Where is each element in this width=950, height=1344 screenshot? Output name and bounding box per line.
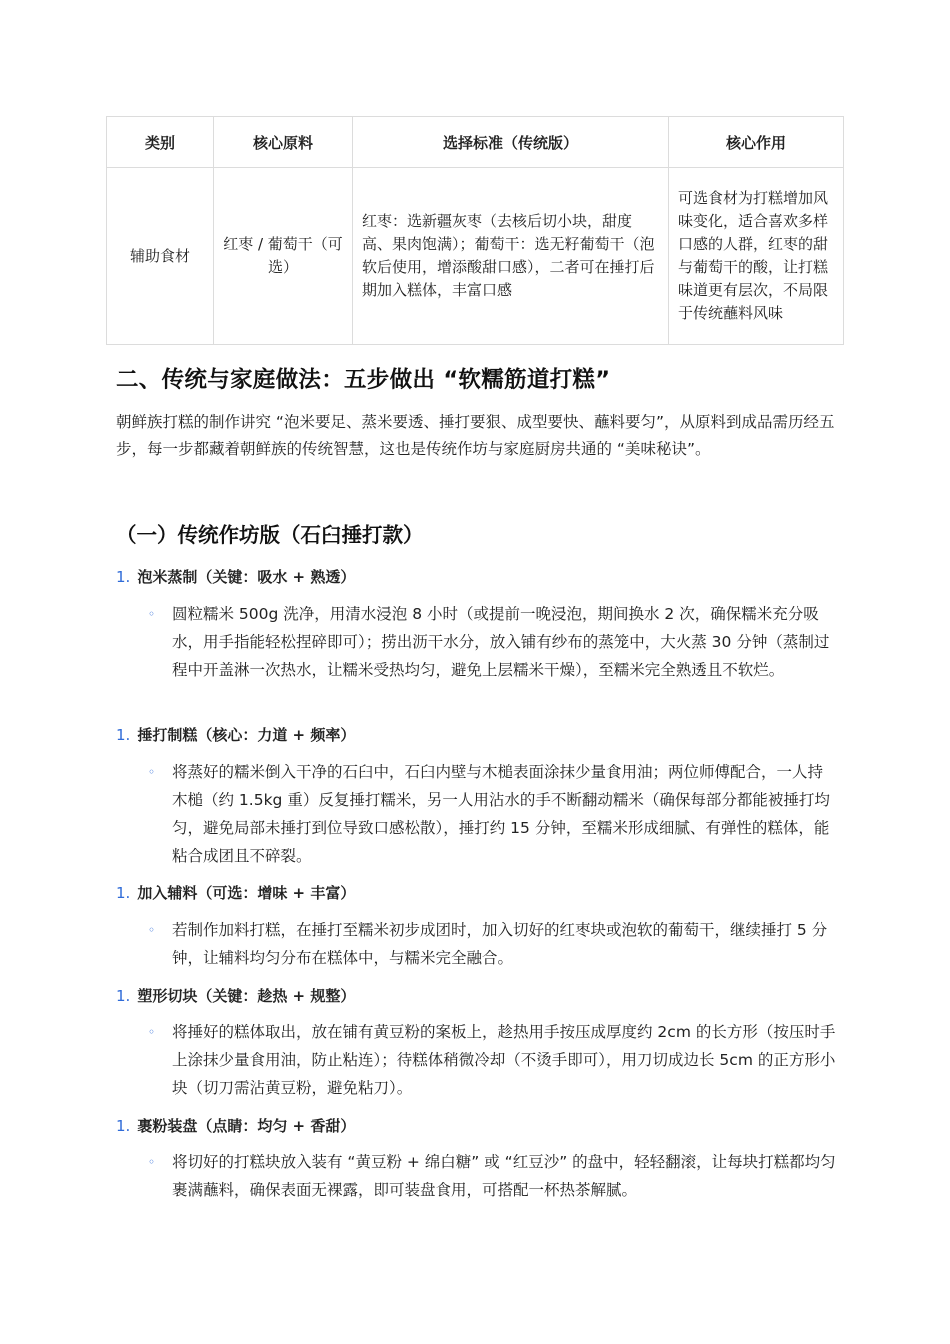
step-body-text: 将捶好的糕体取出，放在铺有黄豆粉的案板上，趁热用手按压成厚度约 2cm 的长方形（按压时手上涂抹少量食用油，防止粘连）；待糕体稍微冷却（不烫手即可），用刀切成边长 5cm 的正方形小块（切刀需沾黄豆粉，避免粘刀）。 <box>172 1023 836 1097</box>
bullet-icon: ◦ <box>148 923 156 937</box>
step-body <box>148 1148 838 1204</box>
step-body <box>148 758 838 870</box>
step-body <box>148 600 838 684</box>
step-body-text: 圆粒糯米 500g 洗净，用清水浸泡 8 小时（或提前一晚浸泡，期间换水 2 次，确保糯米充分吸水，用手指能轻松捏碎即可）；捞出沥干水分，放入铺有纱布的蒸笼中，大火蒸 30 分钟（蒸制过程中开盖淋一次热水，让糯米受热均匀，避免上层糯米干燥），至糯米完全熟透且不软烂。 <box>172 605 830 679</box>
table-row <box>107 168 844 345</box>
bullet-icon: ◦ <box>148 765 156 779</box>
step-body-text: 将蒸好的糯米倒入干净的石臼中，石臼内壁与木槌表面涂抹少量食用油；两位师傅配合，一人持木槌（约 1.5kg 重）反复捶打糯米，另一人用沾水的手不断翻动糯米（确保每部分都能被捶打均匀，避免局部未捶打到位导致口感松散），捶打约 15 分钟，至糯米形成细腻、有弹性的糕体，能粘合成团且不碎裂。 <box>172 763 830 865</box>
step-body-text: 若制作加料打糕，在捶打至糯米初步成团时，加入切好的红枣块或泡软的葡萄干，继续捶打 5 分钟，让辅料均匀分布在糕体中，与糯米完全融合。 <box>172 921 828 967</box>
cell-raw-material: 红枣 / 葡萄干（可选） <box>214 168 353 345</box>
step-number: 1. <box>116 726 131 744</box>
header-role: 核心作用 <box>669 117 844 168</box>
step-title-text: 泡米蒸制（关键：吸水 + 熟透） <box>137 568 356 586</box>
step-title <box>116 985 355 1006</box>
ingredient-table <box>106 116 844 345</box>
section-intro: 朝鲜族打糕的制作讲究 “泡米要足、蒸米要透、捶打要狠、成型要快、蘸料要匀”，从原料到成品需历经五步，每一步都藏着朝鲜族的传统智慧，这也是传统作坊与家庭厨房共通的 “美味秘诀”。 <box>116 413 835 458</box>
step-number: 1. <box>116 568 131 586</box>
table-header-row <box>107 117 844 168</box>
step-title <box>116 566 355 587</box>
step-title <box>116 1115 355 1136</box>
section-heading: 二、传统与家庭做法：五步做出 “软糯筋道打糕” <box>116 367 611 393</box>
step-body-text: 将切好的打糕块放入装有 “黄豆粉 + 绵白糖” 或 “红豆沙” 的盘中，轻轻翻滚，让每块打糕都均匀裹满蘸料，确保表面无裸露，即可装盘食用，可搭配一杯热茶解腻。 <box>172 1153 836 1199</box>
step-number: 1. <box>116 987 131 1005</box>
step-title-text: 塑形切块（关键：趁热 + 规整） <box>137 987 356 1005</box>
step-title <box>116 882 355 903</box>
subsection-heading: （一）传统作坊版（石臼捶打款） <box>116 523 424 547</box>
step-title <box>116 724 355 745</box>
header-standard: 选择标准（传统版） <box>353 117 669 168</box>
step-body <box>148 916 838 972</box>
step-number: 1. <box>116 884 131 902</box>
cell-role: 可选食材为打糕增加风味变化，适合喜欢多样口感的人群，红枣的甜与葡萄干的酸，让打糕味道更有层次，不局限于传统蘸料风味 <box>669 168 844 345</box>
bullet-icon: ◦ <box>148 1025 156 1039</box>
cell-standard: 红枣：选新疆灰枣（去核后切小块，甜度高、果肉饱满）；葡萄干：选无籽葡萄干（泡软后使用，增添酸甜口感），二者可在捶打后期加入糕体，丰富口感 <box>353 168 669 345</box>
step-number: 1. <box>116 1117 131 1135</box>
bullet-icon: ◦ <box>148 1155 156 1169</box>
header-raw-material: 核心原料 <box>214 117 353 168</box>
header-category: 类别 <box>107 117 214 168</box>
bullet-icon: ◦ <box>148 607 156 621</box>
step-title-text: 裹粉装盘（点睛：均匀 + 香甜） <box>137 1117 356 1135</box>
step-body <box>148 1018 838 1102</box>
cell-category: 辅助食材 <box>107 168 214 345</box>
step-title-text: 捶打制糕（核心：力道 + 频率） <box>137 726 356 744</box>
step-title-text: 加入辅料（可选：增味 + 丰富） <box>137 884 356 902</box>
